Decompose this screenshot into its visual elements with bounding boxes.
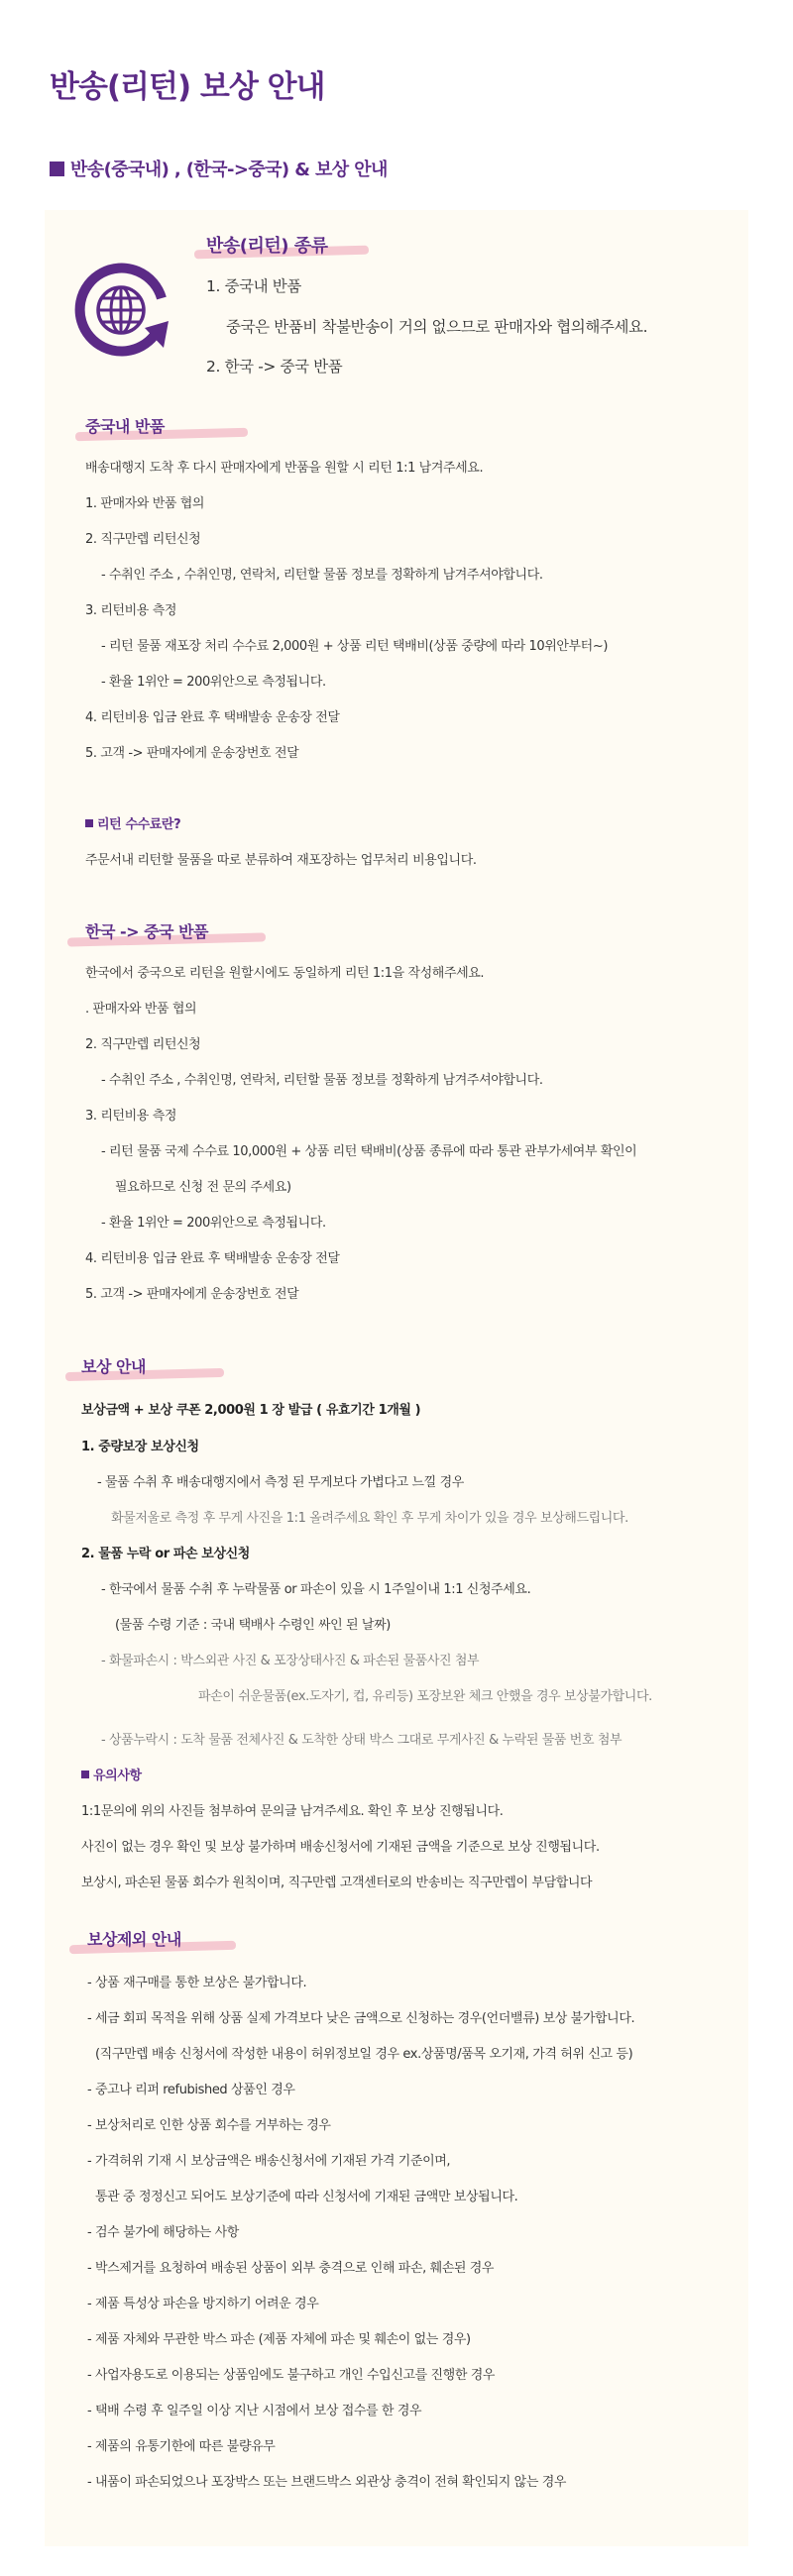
- exclusions-line: - 택배 수령 후 일주일 이상 지난 시점에서 보상 접수를 한 경우: [87, 2404, 422, 2418]
- domestic-line: - 환율 1위안 = 200위안으로 측정됩니다.: [101, 675, 326, 690]
- compensation-line: 1. 중량보장 보상신청: [81, 1440, 199, 1454]
- square-bullet-icon: [81, 1771, 89, 1778]
- domestic-line: - 수취인 주소 , 수취인명, 연락처, 리턴할 물품 정보를 정확하게 남겨주셔야합니다.: [101, 568, 543, 583]
- notice-line: 보상시, 파손된 물품 회수가 원칙이며, 직구만렙 고객센터로의 반송비는 직구만렙이 부담합니다: [81, 1876, 593, 1890]
- notice-line: 1:1문의에 위의 사진들 첨부하여 문의글 남겨주세요. 확인 후 보상 진행됩니다.: [81, 1804, 504, 1819]
- compensation-line: 2. 물품 누락 or 파손 보상신청: [81, 1547, 250, 1561]
- compensation-line: - 상품누락시 : 도착 물품 전체사진 & 도착한 상태 박스 그대로 무게사진 & 누락된 물품 번호 첨부: [101, 1733, 623, 1748]
- compensation-line: (물품 수령 기준 : 국내 택배사 수령인 싸인 된 날짜): [115, 1618, 391, 1633]
- compensation-line: 파손이 쉬운물품(ex.도자기, 컵, 유리등) 포장보완 체크 안했을 경우 보상불가합니다.: [198, 1689, 652, 1704]
- types-line: 중국은 반품비 착불반송이 거의 없으므로 판매자와 협의해주세요.: [226, 318, 648, 336]
- page-title: 반송(리턴) 보상 안내: [50, 69, 325, 105]
- notice-title-text: 유의사항: [93, 1769, 142, 1783]
- korea-line: 4. 리턴비용 입금 완료 후 택배발송 운송장 전달: [85, 1251, 340, 1266]
- notice-title: [81, 1765, 142, 1783]
- exclusions-line: - 가격허위 기재 시 보상금액은 배송신청서에 기재된 가격 기준이며,: [87, 2154, 451, 2169]
- korea-line: . 판매자와 반품 협의: [85, 1002, 197, 1017]
- section-heading: [50, 156, 388, 181]
- exclusions-line: - 내품이 파손되었으나 포장박스 또는 브랜드박스 외관상 충격이 전혀 확인되지 않는 경우: [87, 2475, 567, 2490]
- exclusions-line: - 상품 재구매를 통한 보상은 불가합니다.: [87, 1976, 307, 1990]
- exclusions-title: 보상제외 안내: [87, 1930, 181, 1949]
- types-line: 1. 중국내 반품: [206, 277, 301, 295]
- domestic-line: 5. 고객 -> 판매자에게 운송장번호 전달: [85, 746, 299, 761]
- exclusions-line: - 보상처리로 인한 상품 회수를 거부하는 경우: [87, 2118, 331, 2133]
- domestic-line: 1. 판매자와 반품 협의: [85, 496, 205, 511]
- exclusions-line: - 제품 특성상 파손을 방지하기 어려운 경우: [87, 2297, 319, 2311]
- domestic-line: 4. 리턴비용 입금 완료 후 택배발송 운송장 전달: [85, 710, 340, 725]
- types-line: 2. 한국 -> 중국 반품: [206, 358, 343, 376]
- domestic-line: - 리턴 물품 재포장 처리 수수료 2,000원 + 상품 리턴 택배비(상품 중량에 따라 10위안부터~): [101, 639, 608, 654]
- domestic-title: 중국내 반품: [85, 417, 165, 436]
- korea-line: - 리턴 물품 국제 수수료 10,000원 + 상품 리턴 택배비(상품 종류에 따라 통관 관부가세여부 확인이: [101, 1144, 637, 1159]
- korea-line: 한국에서 중국으로 리턴을 원할시에도 동일하게 리턴 1:1을 작성해주세요.: [85, 966, 485, 981]
- domestic-line: 배송대행지 도착 후 다시 판매자에게 반품을 원할 시 리턴 1:1 남겨주세요.: [85, 461, 484, 476]
- exclusions-line: - 중고나 리퍼 refubished 상품인 경우: [87, 2083, 295, 2097]
- return-fee-title: [85, 813, 180, 832]
- domestic-line: 2. 직구만렙 리턴신청: [85, 532, 201, 547]
- korea-line: 3. 리턴비용 측정: [85, 1109, 177, 1124]
- korea-line: 2. 직구만렙 리턴신청: [85, 1037, 201, 1052]
- korea-line: - 환율 1위안 = 200위안으로 측정됩니다.: [101, 1216, 326, 1231]
- globe-return-icon: [69, 256, 178, 365]
- exclusions-line: - 제품 자체와 무관한 박스 파손 (제품 자체에 파손 및 훼손이 없는 경우): [87, 2332, 471, 2347]
- exclusions-line: - 세금 회피 목적을 위해 상품 실제 가격보다 낮은 금액으로 신청하는 경우(언더밸류) 보상 불가합니다.: [87, 2011, 635, 2026]
- domestic-line: 3. 리턴비용 측정: [85, 603, 177, 618]
- compensation-line: - 한국에서 물품 수취 후 누락물품 or 파손이 있을 시 1주일이내 1:1 신청주세요.: [101, 1582, 531, 1597]
- exclusions-line: (직구만렙 배송 신청서에 작성한 내용이 허위정보일 경우 ex.상품명/품목 오기재, 가격 허위 신고 등): [95, 2047, 633, 2062]
- exclusions-line: 통관 중 정정신고 되어도 보상기준에 따라 신청서에 기재된 금액만 보상됩니다.: [95, 2190, 518, 2204]
- exclusions-line: - 제품의 유통기한에 따른 불량유무: [87, 2439, 276, 2454]
- square-bullet-icon: [50, 161, 64, 176]
- compensation-line: 화물저울로 측정 후 무게 사진을 1:1 올려주세요 확인 후 무게 차이가 있을 경우 보상해드립니다.: [111, 1511, 628, 1526]
- korea-line: 필요하므로 신청 전 문의 주세요): [115, 1180, 291, 1195]
- exclusions-line: - 박스제거를 요청하여 배송된 상품이 외부 충격으로 인해 파손, 훼손된 경우: [87, 2261, 495, 2276]
- compensation-title: 보상 안내: [81, 1357, 146, 1376]
- notice-line: 사진이 없는 경우 확인 및 보상 불가하며 배송신청서에 기재된 금액을 기준으로 보상 진행됩니다.: [81, 1840, 600, 1855]
- korea-line: - 수취인 주소 , 수취인명, 연락처, 리턴할 물품 정보를 정확하게 남겨주셔야합니다.: [101, 1073, 543, 1088]
- compensation-line: - 물품 수취 후 배송대행지에서 측정 된 무게보다 가볍다고 느낄 경우: [97, 1475, 464, 1490]
- korea-title: 한국 -> 중국 반품: [85, 922, 208, 941]
- square-bullet-icon: [85, 819, 93, 827]
- exclusions-line: - 검수 불가에 해당하는 사항: [87, 2225, 239, 2240]
- exclusions-line: - 사업자용도로 이용되는 상품임에도 불구하고 개인 수입신고를 진행한 경우: [87, 2368, 496, 2383]
- section-heading-text: 반송(중국내) , (한국->중국) & 보상 안내: [70, 160, 388, 180]
- return-fee-desc: 주문서내 리턴할 물품을 따로 분류하여 재포장하는 업무처리 비용입니다.: [85, 853, 477, 868]
- korea-line: 5. 고객 -> 판매자에게 운송장번호 전달: [85, 1287, 299, 1302]
- return-fee-title-text: 리턴 수수료란?: [97, 817, 181, 832]
- compensation-line: - 화물파손시 : 박스외관 사진 & 포장상태사진 & 파손된 물품사진 첨부: [101, 1654, 480, 1668]
- types-title: 반송(리턴) 종류: [206, 236, 328, 257]
- compensation-line: 보상금액 + 보상 쿠폰 2,000원 1 장 발급 ( 유효기간 1개월 ): [81, 1403, 421, 1418]
